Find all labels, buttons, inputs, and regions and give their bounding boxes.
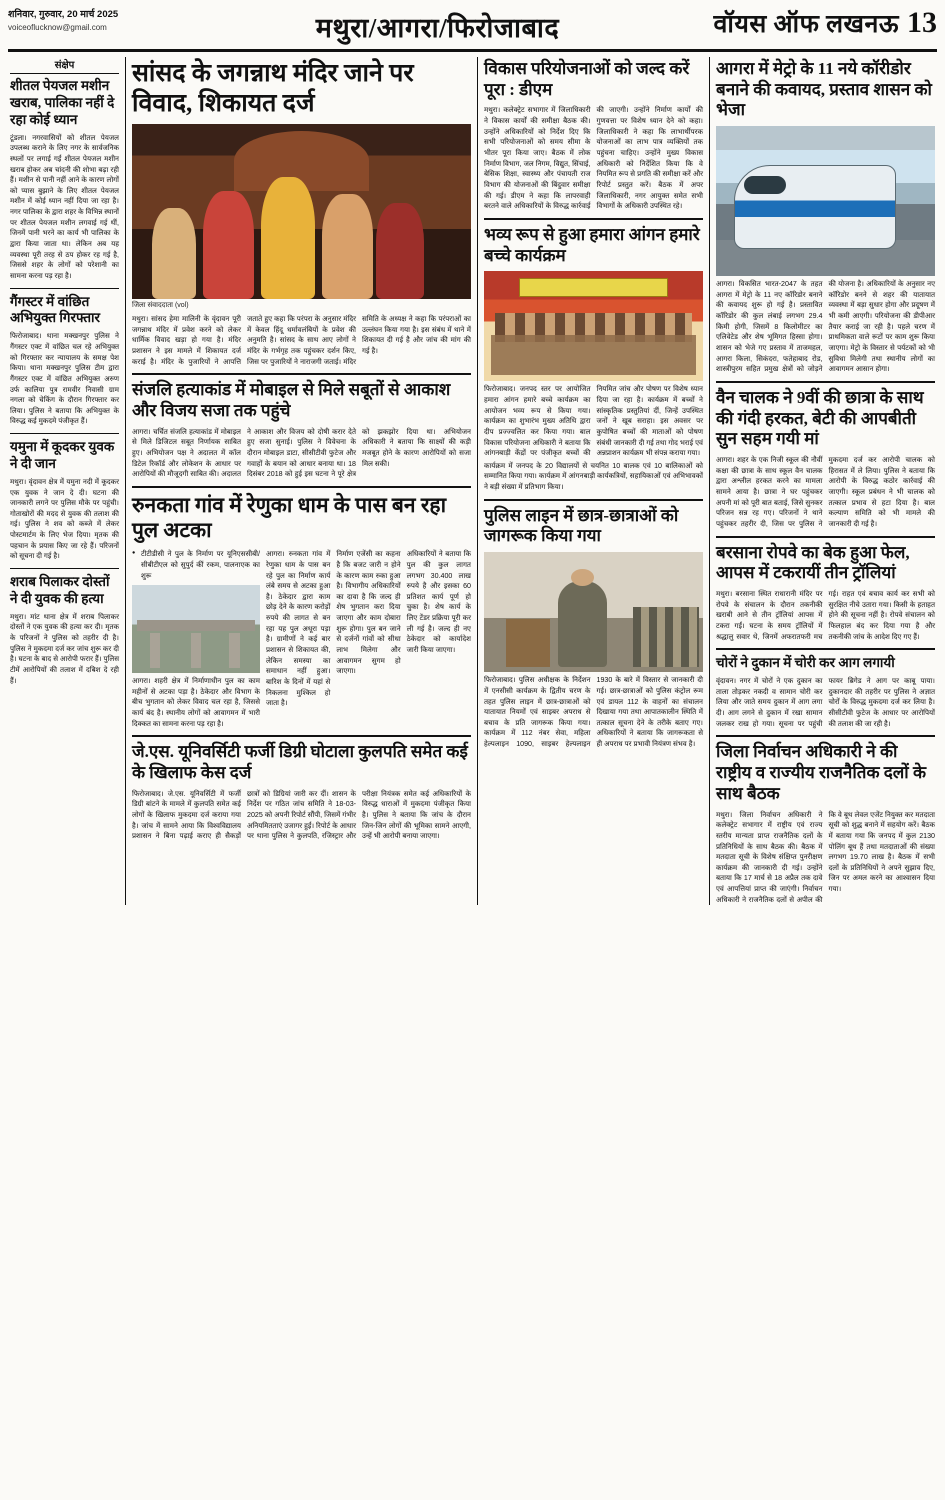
bridge-bullet: ● टीटीडीसी ने पुल के निर्माण पर यूनिएससीबी/सीबीटीएल को सुपुर्द कीं रकम, पालनाएक का शुरू bbox=[132, 549, 260, 581]
column-two bbox=[126, 57, 478, 905]
ropeway-story bbox=[716, 543, 935, 643]
brief-headline: शराब पिलाकर दोस्तों ने दी युवक की हत्या bbox=[10, 573, 110, 606]
van-story bbox=[716, 388, 935, 530]
brief-item bbox=[10, 574, 119, 686]
aangan-body: फिरोजाबाद। जनपद स्तर पर आयोजित हमारा आंगन हमारे बच्चे कार्यक्रम का आयोजन भव्य रूप से किया गया। कार्यक्रम का शुभारंभ मुख्य अतिथि द्वारा दीप प्रज्ज्वलित कर किया गया। बाल विकास परियोजना अधिकारी ने बताया कि आंगनबाड़ी केंद्रों पर पंजीकृत बच्चों की नियमित जांच और पोषण पर विशेष ध्यान दिया जा रहा है। कार्यक्रम में बच्चों ने सांस्कृतिक प्रस्तुतियां दीं, जिन्हें उपस्थित जनों ने खूब सराहा। इस अवसर पर कुपोषित बच्चों की माताओं को पोषण संबंधी जानकारी दी गई तथा गोद भराई एवं अन्नप्राशन कार्यक्रम भी संपन्न कराया गया। bbox=[484, 385, 703, 458]
sanjali-headline: संजलि हत्याकांड में मोबाइल से मिले सबूतों से आकाश और विजय सजा तक पहुंचे bbox=[132, 380, 451, 420]
university-body: फिरोजाबाद। जे.एस. यूनिवर्सिटी में फर्जी डिग्री बांटने के मामले में कुलपति समेत कई लोगों के खिलाफ मुकदमा दर्ज कराया गया है। जांच में सामने आया कि विश्वविद्यालय प्रशासन ने बिना पढ़ाई कराए ही सैकड़ों छात्रों को डिग्रियां जारी कर दीं। शासन के निर्देश पर गठित जांच समिति ने 18-03-2025 को अपनी रिपोर्ट सौंपी, जिसमें गंभीर अनियमितताएं उजागर हुईं। रिपोर्ट के आधार पर थाना पुलिस ने कुलपति, रजिस्ट्रार और परीक्षा नियंत्रक समेत कई अधिकारियों के विरुद्ध धाराओं में मुकदमा पंजीकृत किया है। पुलिस ने बताया कि जांच के दौरान जिन-जिन लोगों की भूमिका सामने आएगी, उन्हें भी आरोपी बनाया जाएगा। bbox=[132, 789, 471, 841]
bridge-col-b: आगरा। रुनकता गांव में रेणुका धाम के पास बन रहे पुल का निर्माण कार्य लंबे समय से अटका हुआ है। ठेकेदार द्वारा काम छोड़ देने के कारण करोड़ों रुपये की लागत से बन रहा यह पुल अधूरा पड़ा है। ग्रामीणों ने कई बार प्रशासन से शिकायत की, लेकिन समस्या का समाधान नहीं हुआ। बारिश के दिनों में यहां से निकलना मुश्किल हो जाता है। bbox=[266, 550, 331, 708]
bridge-headline: रुनकता गांव में रेणुका धाम के पास बन रहा पुल अटका bbox=[132, 492, 447, 543]
lead-headline: सांसद के जगन्नाथ मंदिर जाने पर विवाद, शिकायत दर्ज bbox=[132, 60, 414, 117]
theft-headline: चोरों ने दुकान में चोरी कर आग लगायी bbox=[716, 655, 895, 671]
temple-photo bbox=[132, 124, 471, 299]
brief-headline: यमुना में कूदकर युवक ने दी जान bbox=[10, 439, 115, 471]
university-headline: जे.एस. यूनिवर्सिटी फर्जी डिग्री घोटाला कुलपति समेत कई के खिलाफ केस दर्ज bbox=[132, 742, 468, 783]
metro-body: आगरा। विकसित भारत-2047 के तहत आगरा में मेट्रो के 11 नए कॉरिडोर बनाने की कवायद शुरू हो गई है। प्रस्तावित कॉरिडोर की कुल लंबाई लगभग 29.4 किमी होगी, जिसमें 8 किलोमीटर का एलिवेटेड और शेष भूमिगत हिस्सा होगा। शासन को भेजे गए प्रस्ताव में ताजमहल, आगरा किला, सिकंदरा, फतेहाबाद रोड, शास्त्रीपुरम सहित प्रमुख क्षेत्रों को जोड़ने की योजना है। अधिकारियों के अनुसार नए कॉरिडोर बनने से शहर की यातायात व्यवस्था में बड़ा सुधार होगा और प्रदूषण में भी कमी आएगी। परियोजना की डीपीआर तैयार कराई जा रही है। पहले चरण में प्राथमिकता वाले रूटों पर काम शुरू किया जाएगा। मेट्रो के विस्तार से पर्यटकों को भी सुविधा मिलेगी तथा स्थानीय लोगों का आवागमन आसान होगा। bbox=[716, 280, 935, 374]
column-three bbox=[478, 57, 710, 905]
brief-body: मथुरा। मांट थाना क्षेत्र में शराब पिलाकर दोस्तों ने एक युवक की हत्या कर दी। मृतक के परिजनों ने पुलिस को तहरीर दी है। पुलिस ने मुकदमा दर्ज कर जांच शुरू कर दी है। घटना के बाद से आरोपी फरार हैं। पुलिस टीमें आरोपियों की तलाश में दबिश दे रही हैं। bbox=[10, 612, 119, 685]
dm-body: मथुरा। कलेक्ट्रेट सभागार में जिलाधिकारी ने विकास कार्यों की समीक्षा बैठक की। उन्होंने अधिकारियों को निर्देश दिए कि सभी परियोजनाओं को समय सीमा के भीतर पूरा किया जाए। बैठक में लोक निर्माण विभाग, जल निगम, विद्युत, सिंचाई, बेसिक शिक्षा, स्वास्थ्य और पंचायती राज विभाग की योजनाओं की बिंदुवार समीक्षा की गई। डीएम ने कहा कि लापरवाही बरतने वाले अधिकारियों के विरुद्ध कार्रवाई की जाएगी। उन्होंने निर्माण कार्यों की गुणवत्ता पर विशेष ध्यान देने को कहा। जिलाधिकारी ने कहा कि लाभार्थीपरक योजनाओं का लाभ पात्र व्यक्तियों तक पहुंचना चाहिए। उन्होंने मुख्य विकास अधिकारी को निर्देशित किया कि वे नियमित रूप से प्रगति की समीक्षा करें और रिपोर्ट प्रस्तुत करें। बैठक में अपर जिलाधिकारी, नगर आयुक्त समेत सभी विभागों के अधिकारी उपस्थित रहे। bbox=[484, 106, 703, 211]
column-briefs bbox=[8, 57, 126, 905]
sanjali-body: आगरा। चर्चित संजलि हत्याकांड में मोबाइल से मिले डिजिटल सबूत निर्णायक साबित हुए। अभियोजन पक्ष ने अदालत में कॉल डिटेल रिकॉर्ड और लोकेशन के आधार पर आरोपियों की मौजूदगी साबित की। अदालत ने आकाश और विजय को दोषी करार देते हुए सजा सुनाई। पुलिस ने विवेचना के दौरान मोबाइल डाटा, सीसीटीवी फुटेज और गवाहों के बयान को आधार बनाया था। 18 दिसंबर 2018 को हुई इस घटना ने पूरे क्षेत्र को झकझोर दिया था। अभियोजन अधिकारी ने बताया कि साक्ष्यों की कड़ी मजबूत होने के कारण आरोपियों को सजा मिल सकी। bbox=[132, 427, 471, 479]
brief-body: फिरोजाबाद। थाना मक्खनपुर पुलिस ने गैंगस्टर एक्ट में वांछित चल रहे अभियुक्त को गिरफ्तार कर न्यायालय के समक्ष पेश किया। थाना मक्खनपुर पुलिस टीम द्वारा गैंगस्टर एक्ट में वांछित अभियुक्त अरुण उर्फ कालिया पुत्र रामवीर निवासी ग्राम नगला को चेकिंग के दौरान गिरफ्तार कर लिया। पुलिस ने बताया कि अभियुक्त के विरुद्ध कई मुकदमे पंजीकृत हैं। bbox=[10, 332, 119, 426]
content-grid bbox=[8, 57, 937, 905]
metro-photo bbox=[716, 126, 935, 276]
dm-story bbox=[484, 59, 703, 212]
edition-title: मथुरा/आगरा/फिरोजाबाद bbox=[315, 13, 560, 43]
election-body: मथुरा। जिला निर्वाचन अधिकारी ने कलेक्ट्रेट सभागार में राष्ट्रीय एवं राज्य स्तरीय मान्यता प्राप्त राजनैतिक दलों के प्रतिनिधियों के साथ बैठक की। बैठक में मतदाता सूची के विशेष संक्षिप्त पुनरीक्षण कार्यक्रम की जानकारी दी गई। उन्होंने बताया कि 17 मार्च से 18 अप्रैल तक दावे एवं आपत्तियां प्राप्त की जाएंगी। निर्वाचन अधिकारी ने राजनैतिक दलों से अपील की कि वे बूथ लेवल एजेंट नियुक्त कर मतदाता सूची को शुद्ध बनाने में सहयोग करें। बैठक में बताया गया कि जनपद में कुल 2130 पोलिंग बूथ हैं तथा मतदाताओं की संख्या लगभग 19.70 लाख है। बैठक में सभी दलों के प्रतिनिधियों ने अपने सुझाव दिए, जिन पर अमल करने का आश्वासन दिया गया। bbox=[716, 810, 935, 904]
column-four bbox=[710, 57, 937, 905]
contact-email: voiceoflucknow@gmail.com bbox=[8, 22, 107, 32]
metro-headline: आगरा में मेट्रो के 11 नये कॉरीडोर बनाने की कवायद, प्रस्ताव शासन को भेजा bbox=[716, 59, 932, 120]
brief-body: मथुरा। वृंदावन क्षेत्र में यमुना नदी में कूदकर एक युवक ने जान दे दी। घटना की जानकारी लगने पर पुलिस मौके पर पहुंची। गोताखोरों की मदद से युवक की तलाश की गई। पुलिस ने शव को कब्जे में लेकर पोस्टमार्टम के लिए भेज दिया। मृतक की पहचान के प्रयास किए जा रहे हैं। परिजनों को सूचना दी गई है। bbox=[10, 477, 119, 561]
brief-headline: शीतल पेयजल मशीन खराब, पालिका नहीं दे रहा कोई ध्यान bbox=[10, 78, 115, 127]
bridge-story bbox=[132, 493, 471, 730]
police-headline: पुलिस लाइन में छात्र-छात्राओं को जागरूक किया गया bbox=[484, 505, 679, 546]
bridge-col-c: निर्माण एजेंसी का कहना है कि बजट जारी न होने के कारण काम रुका हुआ है। विभागीय अधिकारियों का दावा है कि जल्द ही शेष भुगतान करा दिया जाएगा और काम दोबारा शुरू होगा। पुल बन जाने से दर्जनों गांवों को सीधा लाभ मिलेगा और आवागमन सुगम हो जाएगा। bbox=[336, 550, 401, 676]
photo-credit: जिला संवाददाता (vol) bbox=[132, 302, 189, 309]
police-body: फिरोजाबाद। पुलिस अधीक्षक के निर्देशन में एनसीसी कार्यक्रम के द्वितीय चरण के तहत पुलिस लाइन में छात्र-छात्राओं को यातायात नियमों एवं साइबर अपराध से बचाव के प्रति जागरूक किया गया। कार्यक्रम में 112 नंबर सेवा, महिला हेल्पलाइन 1090, साइबर हेल्पलाइन 1930 के बारे में विस्तार से जानकारी दी गई। छात्र-छात्राओं को पुलिस कंट्रोल रूम एवं डायल 112 के वाहनों का संचालन दिखाया गया तथा आपातकालीन स्थिति में तत्काल सूचना देने के तरीके बताए गए। अधिकारियों ने बताया कि जागरूकता से ही अपराध पर प्रभावी नियंत्रण संभव है। bbox=[484, 676, 703, 749]
event-photo bbox=[484, 271, 703, 381]
brief-item bbox=[10, 294, 119, 428]
lead-body: मथुरा। सांसद हेमा मालिनी के वृंदावन पूरी जगन्नाथ मंदिर में प्रवेश करने को लेकर धार्मिक विवाद खड़ा हो गया है। मंदिर प्रशासन ने इस मामले में शिकायत दर्ज कराई है। मंदिर के पुजारियों ने आपत्ति जताते हुए कहा कि परंपरा के अनुसार मंदिर में केवल हिंदू धर्मावलंबियों के प्रवेश की अनुमति है। सांसद के साथ आए लोगों ने मंदिर के गर्भगृह तक पहुंचकर दर्शन किए, जिस पर पुजारियों ने नाराजगी जताई। मंदिर समिति के अध्यक्ष ने कहा कि परंपराओं का उल्लंघन किया गया है। इस संबंध में थाने में शिकायत दी गई है और जांच की मांग की गई है। bbox=[132, 315, 471, 366]
masthead bbox=[8, 6, 937, 52]
bridge-col-d: अधिकारियों ने बताया कि पुल की कुल लागत लगभग 30.400 लाख रुपये है और इसका 60 प्रतिशत कार्य पूर्ण हो चुका है। शेष कार्य के लिए टेंडर प्रक्रिया पूरी कर ली गई है। जल्द ही नए ठेकेदार को कार्यादेश जारी किया जाएगा। bbox=[406, 550, 471, 655]
metro-story bbox=[716, 59, 935, 375]
masthead-left bbox=[8, 6, 188, 33]
aangan-caption: कार्यक्रम में जनपद के 20 विद्यालयों से चयनित 10 बालक एवं 10 बालिकाओं को सम्मानित किया गया। कार्यक्रम में आंगनबाड़ी कार्यकत्रियों, सहायिकाओं एवं अभिभावकों ने बड़ी संख्या में प्रतिभाग किया। bbox=[484, 461, 703, 492]
brief-headline: गैंगस्टर में वांछित अभियुक्त गिरफ्तार bbox=[10, 293, 101, 326]
theft-story bbox=[716, 655, 935, 729]
bridge-photo bbox=[132, 585, 260, 673]
police-story bbox=[484, 506, 703, 750]
masthead-center bbox=[188, 6, 687, 45]
bridge-col-a: आगरा। शहरी क्षेत्र में निर्माणाधीन पुल का काम महीनों से अटका पड़ा है। ठेकेदार और विभाग के बीच भुगतान को लेकर विवाद चल रहा है, जिससे कार्य बंद है। स्थानीय लोगों को आवागमन में भारी दिक्कत का सामना करना पड़ रहा है। bbox=[132, 677, 260, 728]
ropeway-body: मथुरा। बरसाना स्थित राधारानी मंदिर पर रोपवे के संचालन के दौरान तकनीकी खराबी आने से तीन ट्रॉलियां आपस में टकरा गईं। घटना के समय ट्रॉलियों में श्रद्धालु सवार थे, जिनमें अफरातफरी मच गई। राहत एवं बचाव कार्य कर सभी को सुरक्षित नीचे उतारा गया। किसी के हताहत होने की सूचना नहीं है। रोपवे संचालन को फिलहाल बंद कर दिया गया है और तकनीकी जांच के आदेश दिए गए हैं। bbox=[716, 590, 935, 641]
theft-body: वृंदावन। नगर में चोरों ने एक दुकान का ताला तोड़कर नकदी व सामान चोरी कर लिया और जाते समय दुकान में आग लगा दी। आग लगने से दुकान में रखा सामान जलकर राख हो गया। सूचना पर पहुंची फायर ब्रिगेड ने आग पर काबू पाया। दुकानदार की तहरीर पर पुलिस ने अज्ञात चोरों के विरुद्ध मुकदमा दर्ज कर लिया है। सीसीटीवी फुटेज के आधार पर आरोपियों की तलाश की जा रही है। bbox=[716, 677, 935, 728]
newspaper-brand: वॉयस ऑफ लखनऊ bbox=[713, 11, 899, 38]
sanjali-story bbox=[132, 380, 471, 480]
election-headline: जिला निर्वाचन अधिकारी ने की राष्ट्रीय व राज्यीय राजनैतिक दलों के साथ बैठक bbox=[716, 742, 927, 803]
page-number: 13 bbox=[907, 6, 937, 39]
brief-item bbox=[10, 439, 119, 562]
dm-headline: विकास परियोजनाओं को जल्द करें पूरा : डीएम bbox=[484, 59, 690, 99]
university-story bbox=[132, 742, 471, 842]
ropeway-headline: बरसाना रोपवे का बेक हुआ फेल, आपस में टकरायीं तीन ट्रॉलियां bbox=[716, 542, 910, 583]
lead-story bbox=[132, 59, 471, 367]
briefs-kicker: संक्षेप bbox=[10, 57, 119, 74]
brief-body: टूंडला। नगरवासियों को शीतल पेयजल उपलब्ध कराने के लिए नगर के सार्वजनिक स्थलों पर लगाई गईं शीतल पेयजल मशीन खराब होकर अब चांदनी की शोभा बढ़ा रही हैं। मशीन से पानी नहीं आने के कारण लोगों को प्यास बुझाने के लिए शीतल पेयजल मशीन में कोई ध्यान नहीं दिया जा रहा है। नगर पालिका के द्वारा शहर के विभिन्न स्थानों पर शीतल पेयजल मशीन लगवाई गई थीं, जिनमें पानी भरने का कार्य भी पालिका के द्वारा किया जाता था। लेकिन अब यह व्यवस्था पूरी तरह से ठप होकर रह गई है, जिससे शहर के लोगों को परेशानी का सामना करना पड़ रहा है। bbox=[10, 133, 119, 280]
van-headline: वैन चालक ने 9वीं की छात्रा के साथ की गंदी हरकत, बेटी की आपबीती सुन सहम गयी मां bbox=[716, 387, 924, 449]
police-photo bbox=[484, 552, 703, 672]
aangan-headline: भव्य रूप से हुआ हमारा आंगन हमारे बच्चे कार्यक्रम bbox=[484, 224, 700, 265]
election-story bbox=[716, 742, 935, 905]
masthead-right bbox=[687, 6, 937, 40]
van-body: आगरा। शहर के एक निजी स्कूल की नौवीं कक्षा की छात्रा के साथ स्कूल वैन चालक द्वारा अश्लील हरकत करने का मामला सामने आया है। छात्रा ने घर पहुंचकर अपनी मां को पूरी बात बताई, जिसे सुनकर परिजन सन्न रह गए। परिजनों ने थाने पहुंचकर तहरीर दी, जिस पर पुलिस ने मुकदमा दर्ज कर आरोपी चालक को हिरासत में ले लिया। पुलिस ने बताया कि आरोपी के विरुद्ध कठोर कार्रवाई की जाएगी। स्कूल प्रबंधन ने भी चालक को तत्काल प्रभाव से हटा दिया है। बाल कल्याण समिति को भी मामले की जानकारी दी गई है। bbox=[716, 456, 935, 529]
aangan-story bbox=[484, 225, 703, 493]
publication-date: शनिवार, गुरुवार, 20 मार्च 2025 bbox=[8, 9, 119, 20]
brief-item bbox=[10, 78, 119, 282]
